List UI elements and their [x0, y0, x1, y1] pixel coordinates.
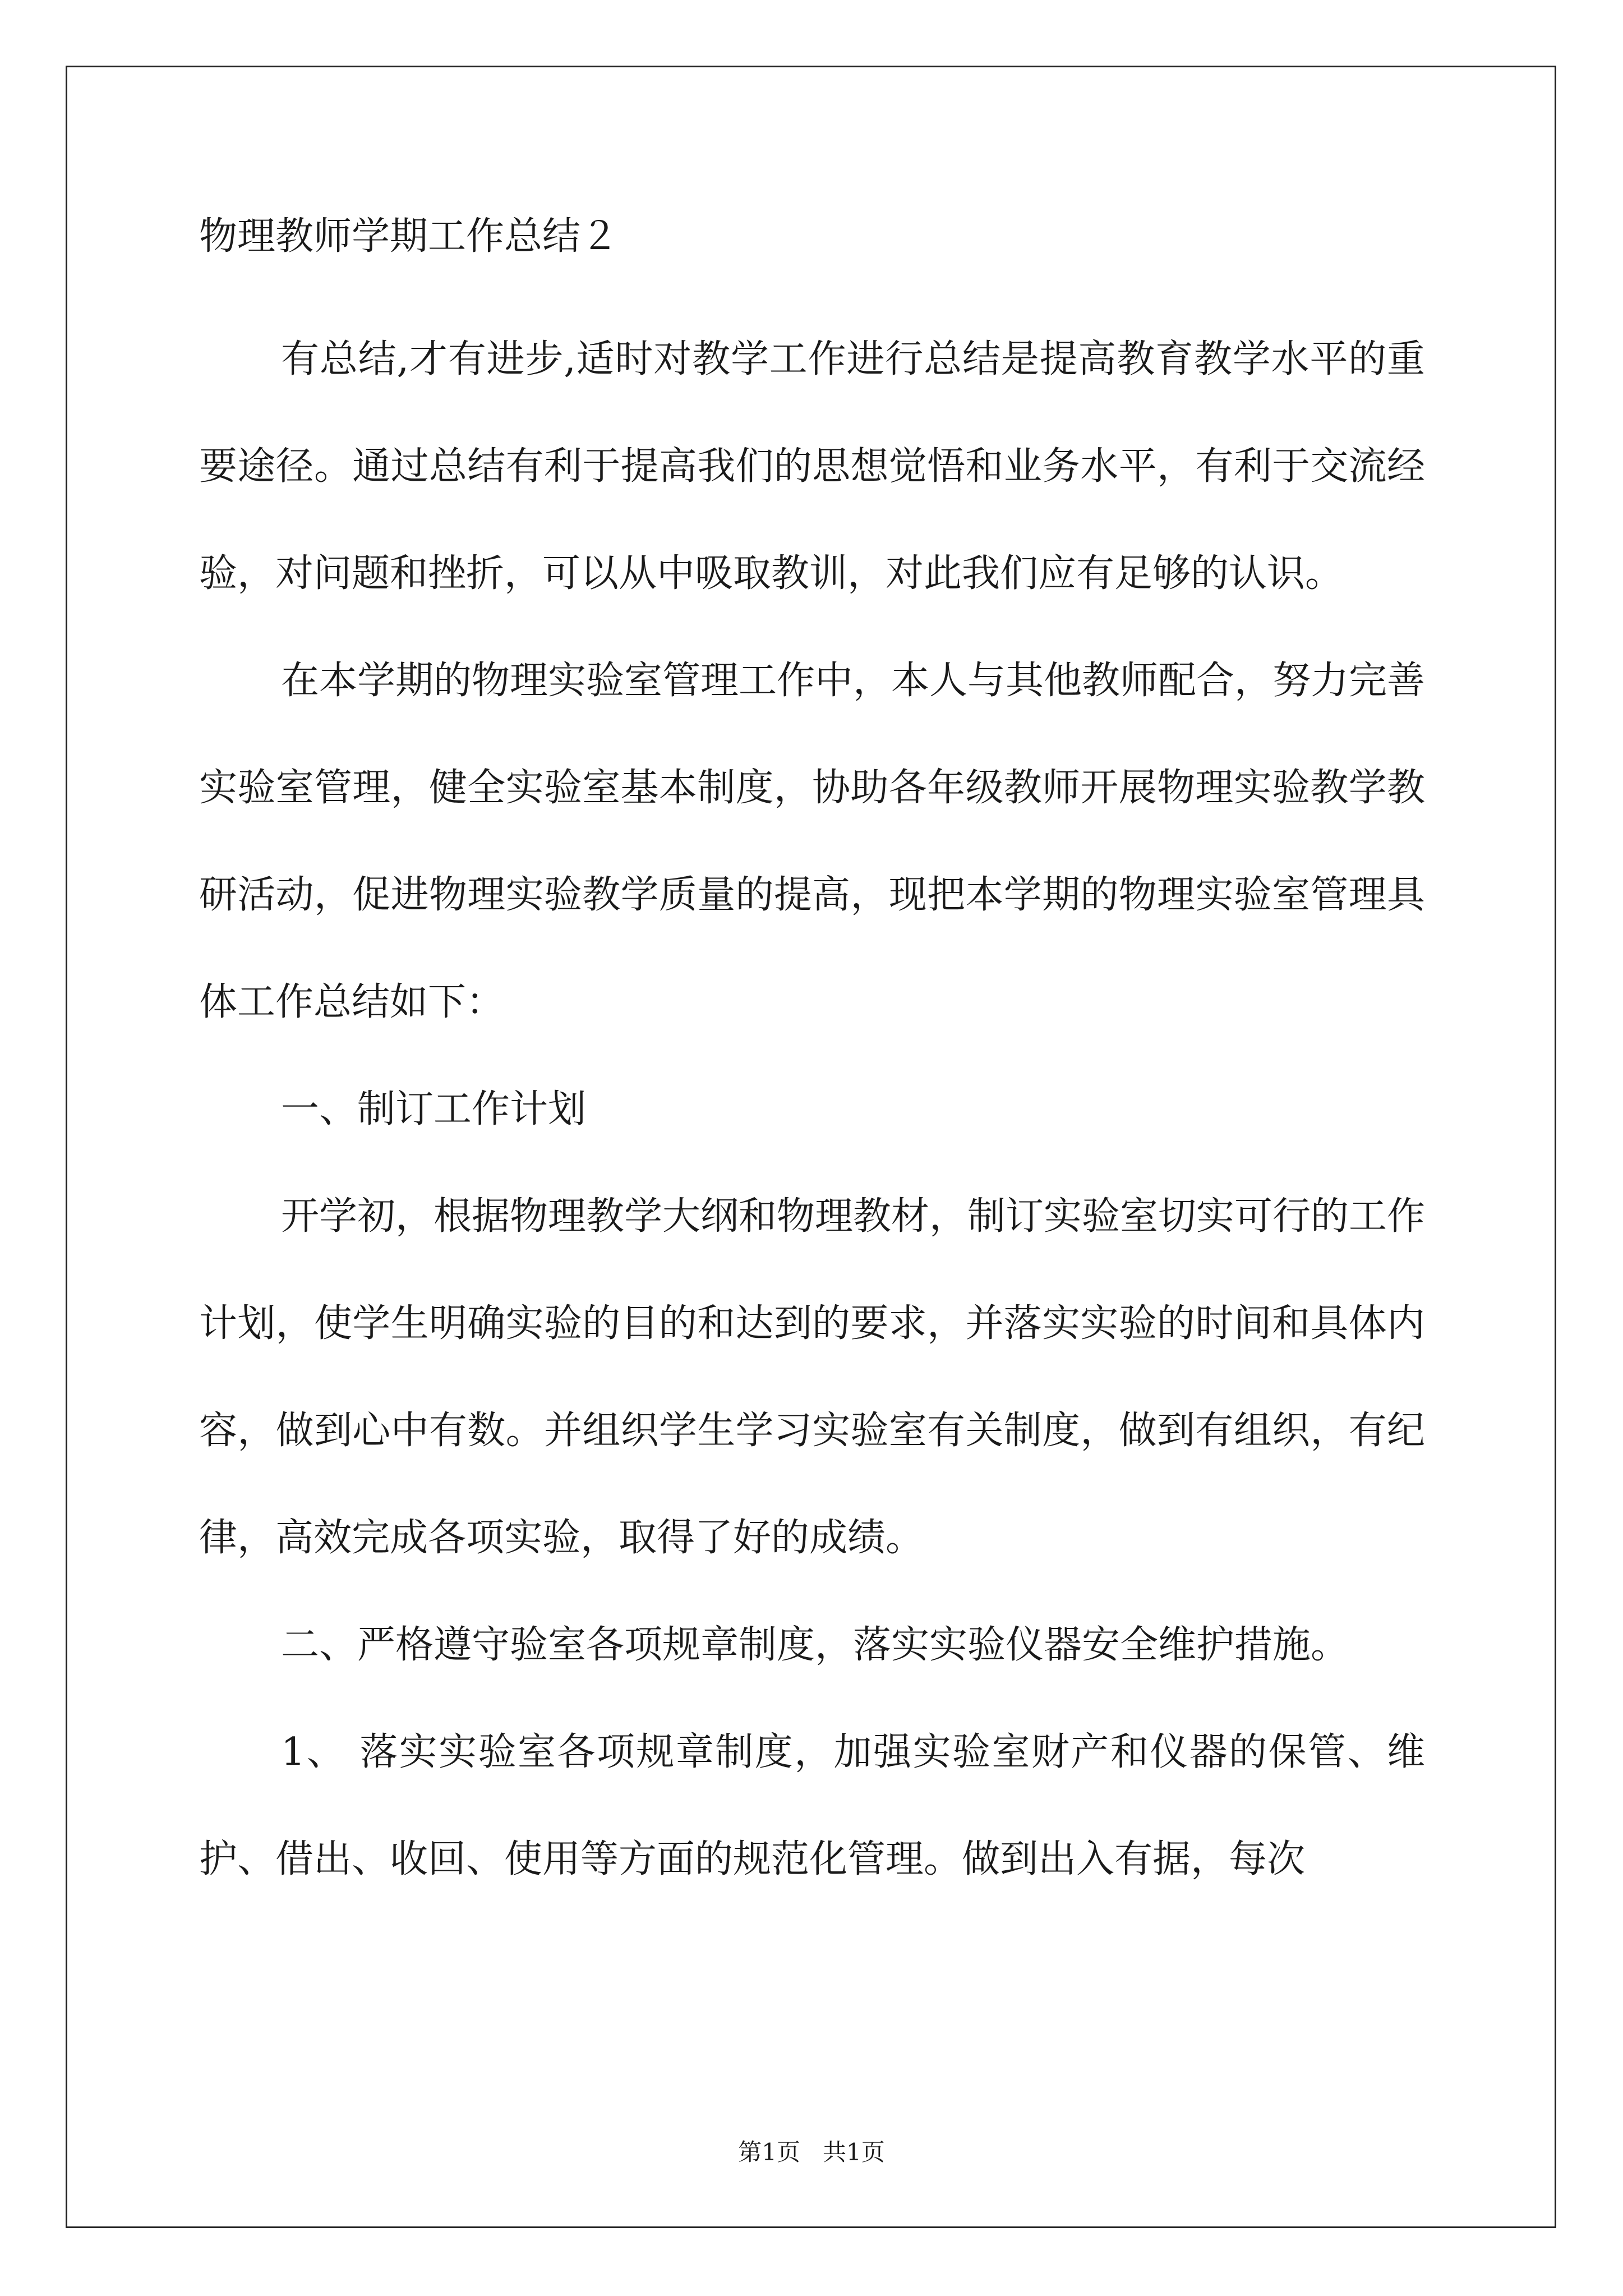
- paragraph-section-1: 开学初，根据物理教学大纲和物理教材，制订实验室切实可行的工作计划，使学生明确实验的目的和达到的要求，并落实实验的时间和具体内容，做到心中有数。并组织学生学习实验室有关制度，做到有组织，有纪律，高效完成各项实验，取得了好的成绩。: [199, 1194, 1426, 1560]
- section-heading-1: 一、制订工作计划: [281, 1087, 587, 1131]
- section-heading-2: 二、严格遵守验室各项规章制度，落实实验仪器安全维护措施。: [281, 1623, 1349, 1667]
- paragraph-overview: 在本学期的物理实验室管理工作中，本人与其他教师配合，努力完善实验室管理，健全实验室基本制度，协助各年级教师开展物理实验教学教研活动，促进物理实验教学质量的提高，现把本学期的物理实验室管理具体工作总结如下：: [199, 659, 1426, 1024]
- paragraph-item-1: 1、 落实实验室各项规章制度，加强实验室财产和仪器的保管、维护、借出、收回、使用等方面的规范化管理。做到出入有据，每次: [199, 1730, 1425, 1881]
- paragraph-intro: 有总结,才有进步,适时对教学工作进行总结是提高教育教学水平的重要途径。通过总结有利于提高我们的思想觉悟和业务水平，有利于交流经验，对问题和挫折，可以从中吸取教训，对此我们应有足够的认识。: [199, 337, 1425, 596]
- page-footer: 第1页 共1页: [738, 2138, 885, 2166]
- document-body: [199, 214, 1426, 1913]
- document-title: 物理教师学期工作总结２: [199, 214, 619, 259]
